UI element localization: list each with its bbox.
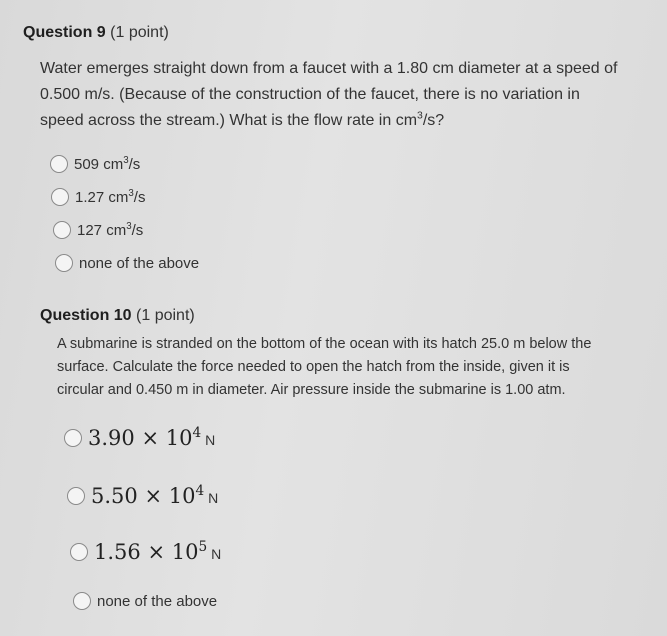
q9-option-4-radio[interactable]	[55, 254, 73, 272]
question-9-prompt	[40, 56, 650, 134]
q9-option-4-label: none of the above	[79, 254, 200, 272]
q10-option-1-label: $3.90 \times 10^4$ N	[88, 425, 216, 450]
q9-option-2-label: 1.27 $cm^3/s$	[75, 187, 146, 206]
question-10-title: Question 10	[40, 307, 132, 324]
q9-option-1-radio[interactable]	[50, 155, 68, 173]
q10-option-3-radio[interactable]	[70, 543, 88, 561]
q10-option-1-radio[interactable]	[64, 429, 82, 447]
q9-option-3-label: 127 $cm^3/s$	[77, 220, 144, 239]
question-10-header	[40, 307, 195, 325]
question-9-prompt-line: Water emerges straight down from a faucet with a 1.80 cm diameter at a speed of	[40, 60, 618, 77]
q9-option-3[interactable]	[53, 221, 143, 239]
question-10-prompt	[57, 333, 657, 402]
question-10-points: (1 point)	[136, 307, 195, 324]
q10-option-2-label: $5.50 \times 10^4$ N	[91, 483, 219, 508]
q9-option-1-label: 509 $cm^3/s$	[74, 154, 141, 173]
q10-option-3[interactable]	[70, 540, 221, 564]
question-9-points: (1 point)	[110, 24, 169, 41]
q9-option-2-radio[interactable]	[51, 188, 69, 206]
q10-option-4-label: none of the above	[97, 592, 218, 610]
q10-option-4[interactable]	[73, 592, 217, 610]
q10-option-2[interactable]	[67, 484, 218, 508]
q9-option-4[interactable]	[55, 254, 199, 272]
question-9-title: Question 9	[23, 24, 106, 41]
q9-option-1[interactable]	[50, 155, 140, 173]
q10-option-1[interactable]	[64, 426, 215, 450]
question-9-prompt-line: speed across the stream.) What is the flow rate in $cm^3/s$?	[40, 110, 445, 129]
q10-option-2-radio[interactable]	[67, 487, 85, 505]
question-9-prompt-line: 0.500 m/s. (Because of the construction of the faucet, there is no variation in	[40, 86, 580, 103]
q10-option-3-label: $1.56 \times 10^5$ N	[94, 539, 222, 564]
question-9-header	[23, 24, 169, 42]
question-10-prompt-line: A submarine is stranded on the bottom of the ocean with its hatch 25.0 m below the	[57, 336, 592, 352]
q9-option-3-radio[interactable]	[53, 221, 71, 239]
q10-option-4-radio[interactable]	[73, 592, 91, 610]
question-10-prompt-line: surface. Calculate the force needed to open the hatch from the inside, given it is	[57, 359, 570, 375]
question-10-prompt-line: circular and 0.450 m in diameter. Air pressure inside the submarine is 1.00 atm.	[57, 382, 566, 398]
q9-option-2[interactable]	[51, 188, 145, 206]
